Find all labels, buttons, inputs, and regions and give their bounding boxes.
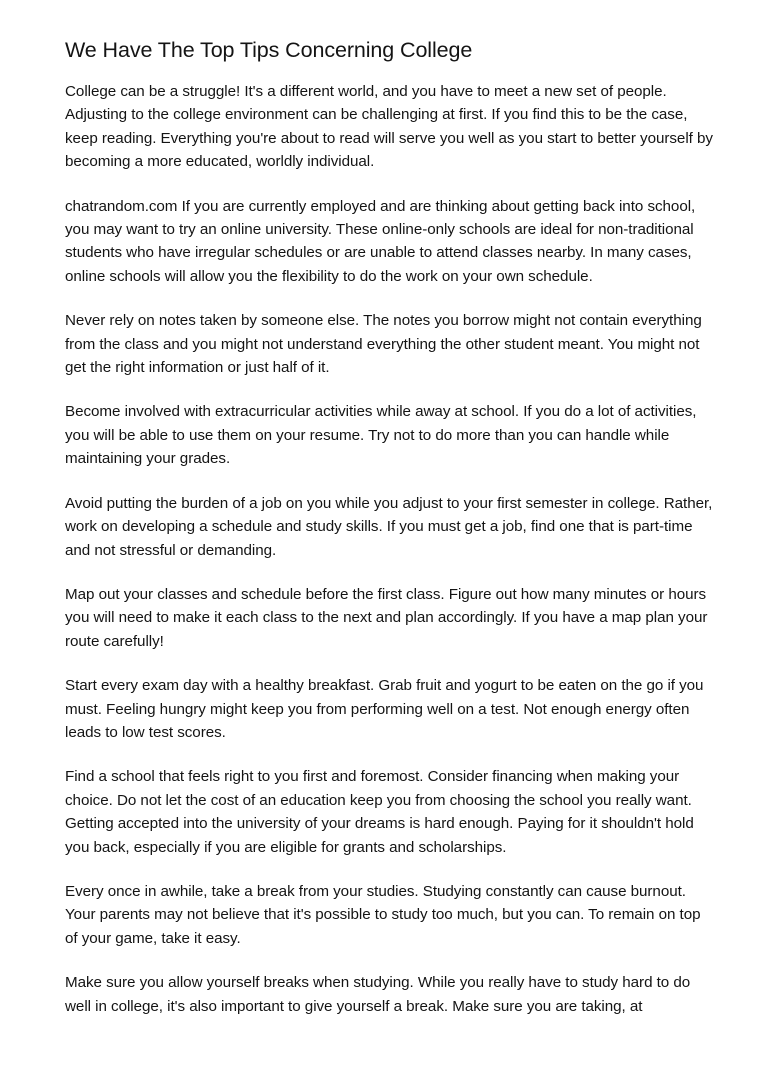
paragraph-extracurricular: Become involved with extracurricular activities while away at school. If you do a lot of activities, you will be able to use them on your resume. Try not to do more than you can handle while maintaining your grades. <box>65 403 697 468</box>
paragraph-breakfast: Start every exam day with a healthy breakfast. Grab fruit and yogurt to be eaten on the go if you must. Feeling hungry might keep you from performing well on a test. Not enough energy often leads to low test scores. <box>65 677 704 741</box>
paragraph-map-classes: Map out your classes and schedule before the first class. Figure out how many minutes or hours you will need to make it each class to the next and plan accordingly. If you have a map plan your route carefully! <box>65 585 708 650</box>
paragraph-intro: College can be a struggle! It's a different world, and you have to meet a new set of people. Adjusting to the college environment can be challenging at first. If you find this to be the case, keep reading. Everything you're about to read will serve you well as you start to better yourself by becoming a more educated, worldly individual. <box>65 83 713 171</box>
paragraph-online-university: chatrandom.com If you are currently employed and are thinking about getting back into school, you may want to try an online university. These online-only schools are ideal for non-traditional students who have irregular schedules or are unable to attend classes nearby. In many cases, online schools will allow you the flexibility to do the work on your own schedule. <box>65 197 696 285</box>
paragraph-job: Avoid putting the burden of a job on you while you adjust to your first semester in college. Rather, work on developing a schedule and study skills. If you must get a job, find one that is part-time and not stressful or demanding. <box>65 494 713 559</box>
paragraph-take-break: Every once in awhile, take a break from your studies. Studying constantly can cause burnout. Your parents may not believe that it's possible to study too much, but you can. To remain on top of your game, take it easy. <box>65 882 701 947</box>
document-page <box>65 36 715 1039</box>
paragraph-notes: Never rely on notes taken by someone else. The notes you borrow might not contain everything from the class and you might not understand everything the other student meant. You might not get the right information or just half of it. <box>65 312 702 377</box>
paragraph-choose-school: Find a school that feels right to you first and foremost. Consider financing when making your choice. Do not let the cost of an education keep you from choosing the school you really want. Getting accepted into the university of your dreams is hard enough. Paying for it shouldn't hold you back, especially if you are eligible for grants and scholarships. <box>65 768 694 856</box>
page-title: We Have The Top Tips Concerning College <box>65 38 473 62</box>
paragraph-study-breaks: Make sure you allow yourself breaks when studying. While you really have to study hard to do well in college, it's also important to give yourself a break. Make sure you are taking, at <box>65 974 691 1015</box>
